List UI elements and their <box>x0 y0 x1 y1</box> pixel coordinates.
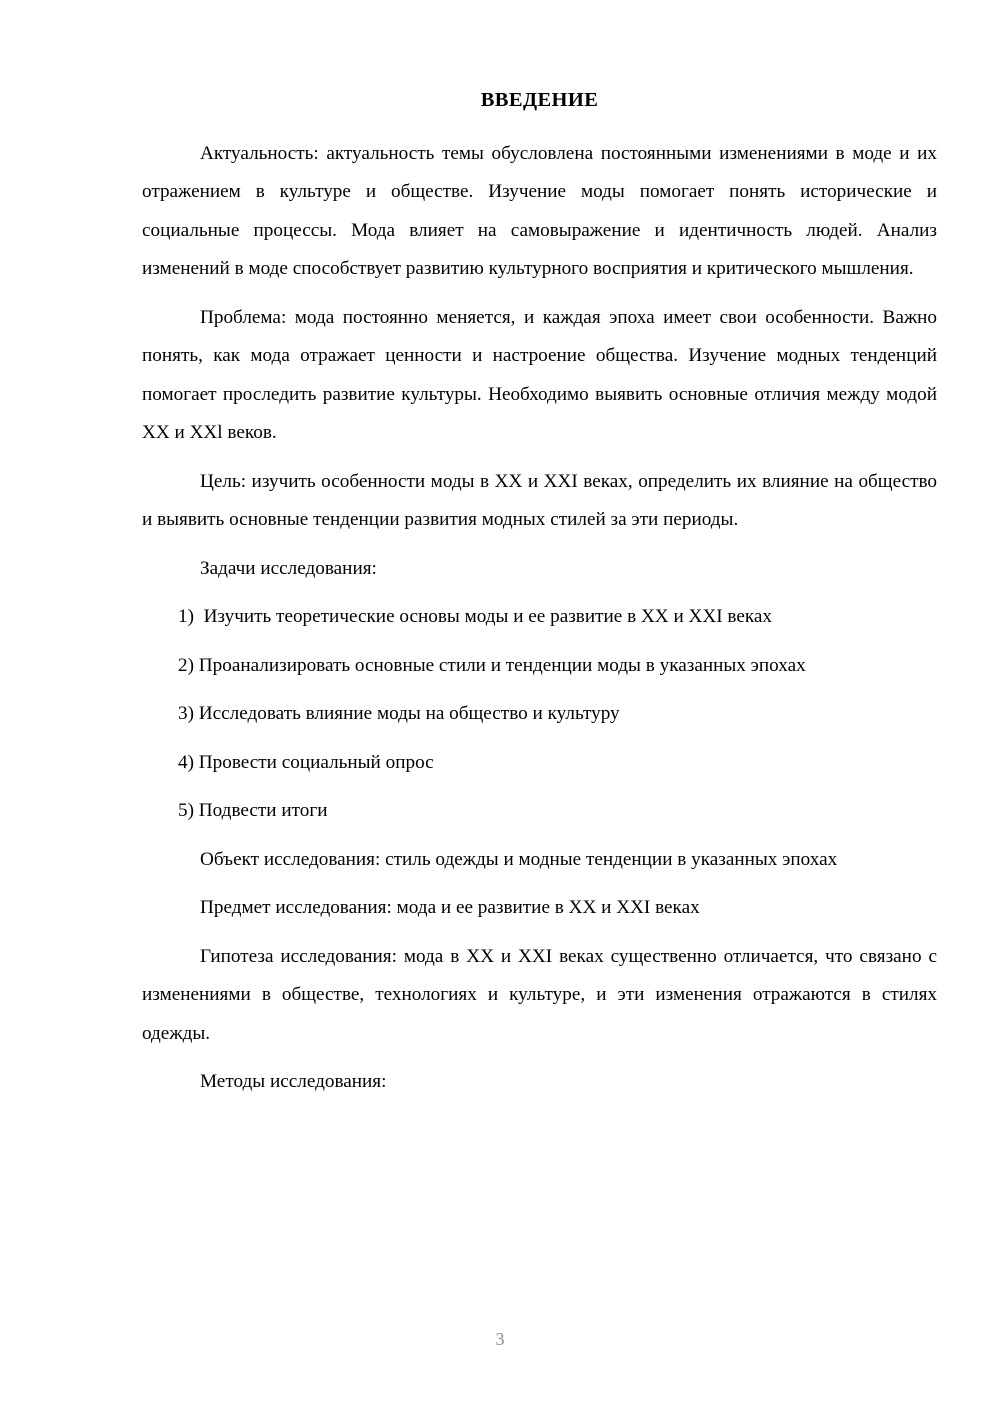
paragraph-problem: Проблема: мода постоянно меняется, и каждая эпоха имеет свои особенности. Важно понять, как мода отражает ценности и настроение общества. Изучение модных тенденций помогает проследить развитие культуры. Необходимо выявить основные отличия между модой XX и XXl веков. <box>142 306 937 444</box>
paragraph-relevance: Актуальность: актуальность темы обусловлена постоянными изменениями в моде и их отражением в культуре и обществе. Изучение моды помогает понять исторические и социальные процессы. Мода влияет на самовыражение и идентичность людей. Анализ изменений в моде способствует развитию культурного восприятия и критического мышления. <box>142 142 937 280</box>
methods-heading: Методы исследования: <box>200 1071 387 1093</box>
tasks-list <box>142 598 937 831</box>
list-item: 2) Проанализировать основные стили и тенденции моды в указанных эпохах <box>178 654 806 676</box>
page-content <box>142 88 937 1112</box>
paragraph-object: Объект исследования: стиль одежды и модные тенденции в указанных эпохах <box>200 848 838 870</box>
page-number: 3 <box>495 1329 505 1349</box>
list-item: 3) Исследовать влияние моды на общество и культуру <box>178 703 620 725</box>
list-item: 1) Изучить теоретические основы моды и ее развитие в XX и XXI веках <box>178 606 773 628</box>
tasks-heading: Задачи исследования: <box>200 557 377 579</box>
page-title: ВВЕДЕНИЕ <box>480 89 599 111</box>
paragraph-subject: Предмет исследования: мода и ее развитие в XX и XXI веках <box>200 897 700 919</box>
paragraph-goal: Цель: изучить особенности моды в XX и XXI веках, определить их влияние на общество и выявить основные тенденции развития модных стилей за эти периоды. <box>142 470 937 531</box>
list-item: 5) Подвести итоги <box>178 800 328 822</box>
paragraph-hypothesis: Гипотеза исследования: мода в XX и XXI веках существенно отличается, что связано с изменениями в обществе, технологиях и культуре, и эти изменения отражаются в стилях одежды. <box>142 945 937 1044</box>
list-item: 4) Провести социальный опрос <box>178 751 434 773</box>
